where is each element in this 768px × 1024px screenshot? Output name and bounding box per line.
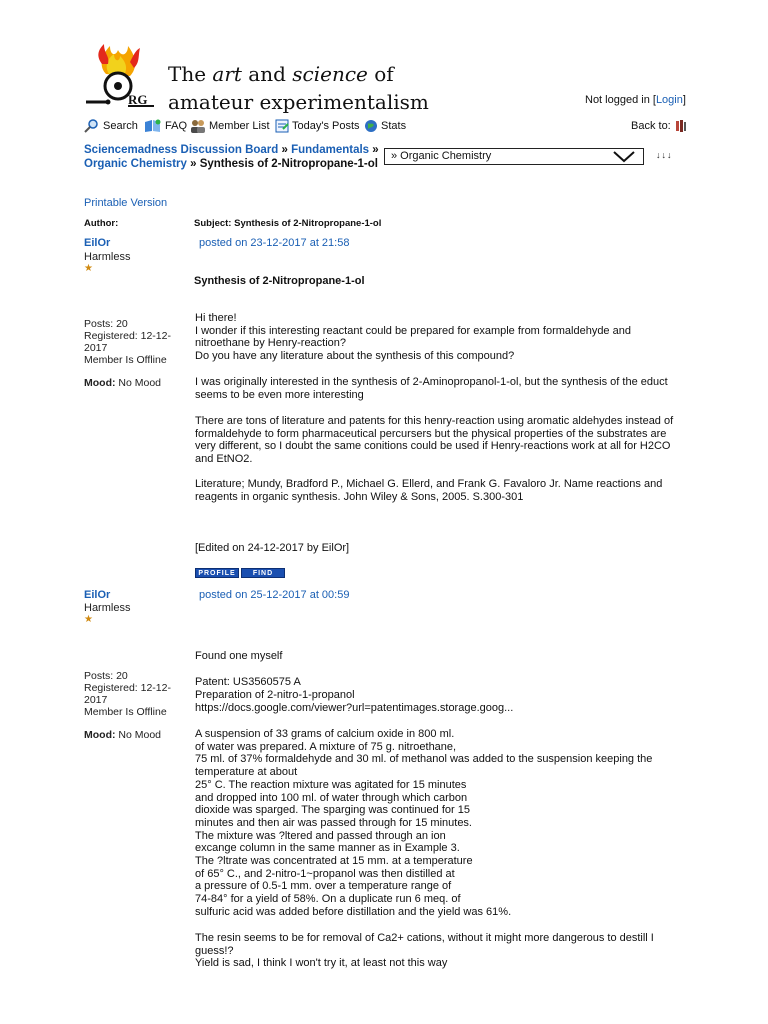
post-author-rank: Harmless bbox=[84, 251, 131, 263]
subject-column-header: Subject: Synthesis of 2-Nitropropane-1-ol bbox=[194, 218, 382, 229]
author-column-header: Author: bbox=[84, 218, 119, 229]
post-author-link[interactable]: EilOr bbox=[84, 237, 111, 249]
forum-select-value: » Organic Chemistry bbox=[391, 150, 492, 162]
breadcrumb-board[interactable]: Sciencemadness Discussion Board bbox=[84, 144, 279, 156]
stats-icon bbox=[364, 119, 378, 133]
back-to[interactable] bbox=[631, 119, 687, 133]
breadcrumb-forum[interactable]: Organic Chemistry bbox=[84, 158, 187, 170]
post-title: Synthesis of 2-Nitropropane-1-ol bbox=[194, 275, 365, 287]
logo-text: RG bbox=[128, 92, 148, 107]
post-paragraph: There are tons of literature and patents for this henry-reaction using aromatic aldehydes instead of formaldehyde to form pharmaceutical percursers but the physical properties of the substrates are very different, so I doubt the same conitions could be used if Henry-reactions work at all for H2CO and EtNO2. bbox=[195, 415, 674, 466]
post-closing: The resin seems to be for removal of Ca2+ cations, without it might more dangerous to destill I guess!? Yield is sad, I think I won't try it, at least not this way bbox=[195, 932, 654, 970]
members-icon bbox=[190, 119, 206, 133]
author-registered: Registered: 12-12-2017 bbox=[84, 682, 171, 706]
post-procedure: A suspension of 33 grams of calcium oxide in 800 ml. of water was prepared. A mixture of 75 g. nitroethane, 75 ml. of 37% formaldehyde and 30 ml. of methanol was added to the suspension keeping the temperature at about 25° C. The reaction mixture was agitated for 15 minutes and dropped into 100 ml. of water through which carbon dioxide was sparged. The sparging was continued for 15 minutes and then air was passed through for 15 minutes. The mixture was ?ltered and passed through an ion excange column in the same manner as in Example 3. The ?ltrate was concentrated at 15 mm. at a temperature of 65° C., and 2-nitro-1~propanol was then distilled at a pressure of 0.5-1 mm. over a temperature range of 74-84° for a yield of 58%. On a duplicate run 6 meq. of sulfuric acid was added before distillation and the yield was 61%. bbox=[195, 728, 653, 918]
post-author-link[interactable]: EilOr bbox=[84, 589, 111, 601]
back-arrow-icon bbox=[675, 119, 687, 133]
post-body bbox=[195, 312, 685, 363]
post-paragraph: Hi there! I wonder if this interesting reactant could be prepared for example from formaldehyde and nitroethane by Henry-reaction? Do you have any literature about the synthesis of this compound? bbox=[195, 312, 631, 363]
post-body bbox=[195, 415, 685, 466]
profile-button[interactable]: PROFILE bbox=[195, 568, 239, 578]
nav-stats-label: Stats bbox=[381, 120, 407, 132]
tagline-line2: amateur experimentalism bbox=[168, 90, 429, 114]
post-text: Preparation of 2-nitro-1-propanol bbox=[195, 689, 355, 701]
breadcrumb-thread: Synthesis of 2-Nitropropane-1-ol bbox=[199, 158, 378, 170]
nav-faq[interactable] bbox=[144, 119, 187, 133]
post-author-stats bbox=[84, 318, 184, 366]
login-link[interactable]: Login bbox=[655, 94, 683, 106]
author-post-count: Posts: 20 bbox=[84, 318, 128, 330]
post-text: Patent: US3560575 A bbox=[195, 676, 301, 688]
author-mood: Mood: No Mood bbox=[84, 377, 162, 389]
forum-jump-select[interactable] bbox=[384, 148, 644, 165]
post-paragraph: Literature; Mundy, Bradford P., Michael G. Ellerd, and Frank G. Favaloro Jr. Name reactions and reagents in organic synthesis. John Wiley & Sons, 2005. S.300-301 bbox=[195, 478, 663, 503]
printable-version-link[interactable]: Printable Version bbox=[84, 197, 168, 209]
rank-star-icon: ★ bbox=[84, 263, 93, 274]
author-post-count: Posts: 20 bbox=[84, 670, 128, 682]
post-text: Found one myself bbox=[195, 650, 283, 662]
nav-member-list-label: Member List bbox=[209, 120, 270, 132]
jump-to-bottom-arrows[interactable]: ↓↓↓ bbox=[656, 150, 673, 160]
nav-search-label: Search bbox=[103, 120, 138, 132]
post-author-rank: Harmless bbox=[84, 602, 131, 614]
rank-star-icon: ★ bbox=[84, 614, 93, 625]
nav-faq-label: FAQ bbox=[165, 120, 188, 132]
post-body bbox=[195, 478, 685, 503]
nav-member-list[interactable] bbox=[190, 119, 270, 133]
post-edited-note: [Edited on 24-12-2017 by EilOr] bbox=[195, 542, 350, 554]
post-paragraph: I was originally interested in the synthesis of 2-Aminopropanol-1-ol, but the synthesis of the educt seems to be even more interesting bbox=[195, 376, 668, 401]
author-registered: Registered: 12-12-2017 bbox=[84, 330, 171, 354]
patent-link[interactable]: https://docs.google.com/viewer?url=patentimages.storage.goog... bbox=[195, 702, 514, 714]
back-to-label: Back to: bbox=[631, 120, 671, 132]
breadcrumb: Sciencemadness Discussion Board » Fundamentals » Organic Chemistry » Synthesis of 2-Nitropropane-1-ol bbox=[84, 144, 379, 170]
nav-search[interactable] bbox=[84, 119, 138, 133]
faq-icon bbox=[144, 119, 162, 133]
author-online-status: Member Is Offline bbox=[84, 706, 167, 718]
site-logo[interactable] bbox=[84, 44, 154, 110]
nav-stats[interactable] bbox=[364, 119, 406, 133]
nav-todays-posts[interactable] bbox=[275, 119, 360, 133]
tagline-line1: The art and science of bbox=[168, 62, 394, 86]
find-button[interactable]: FIND bbox=[241, 568, 285, 578]
post-date[interactable]: posted on 23-12-2017 at 21:58 bbox=[199, 237, 350, 249]
magnifier-icon bbox=[84, 119, 100, 133]
post-author-stats bbox=[84, 670, 184, 718]
author-online-status: Member Is Offline bbox=[84, 354, 167, 366]
post-body bbox=[195, 376, 685, 401]
chevron-down-icon bbox=[613, 150, 635, 163]
post-date[interactable]: posted on 25-12-2017 at 00:59 bbox=[199, 589, 350, 601]
breadcrumb-category[interactable]: Fundamentals bbox=[291, 144, 370, 156]
todays-posts-icon bbox=[275, 119, 289, 133]
login-status: Not logged in [Login] bbox=[585, 94, 686, 106]
author-mood: Mood: No Mood bbox=[84, 729, 162, 741]
nav-todays-posts-label: Today's Posts bbox=[292, 120, 360, 132]
